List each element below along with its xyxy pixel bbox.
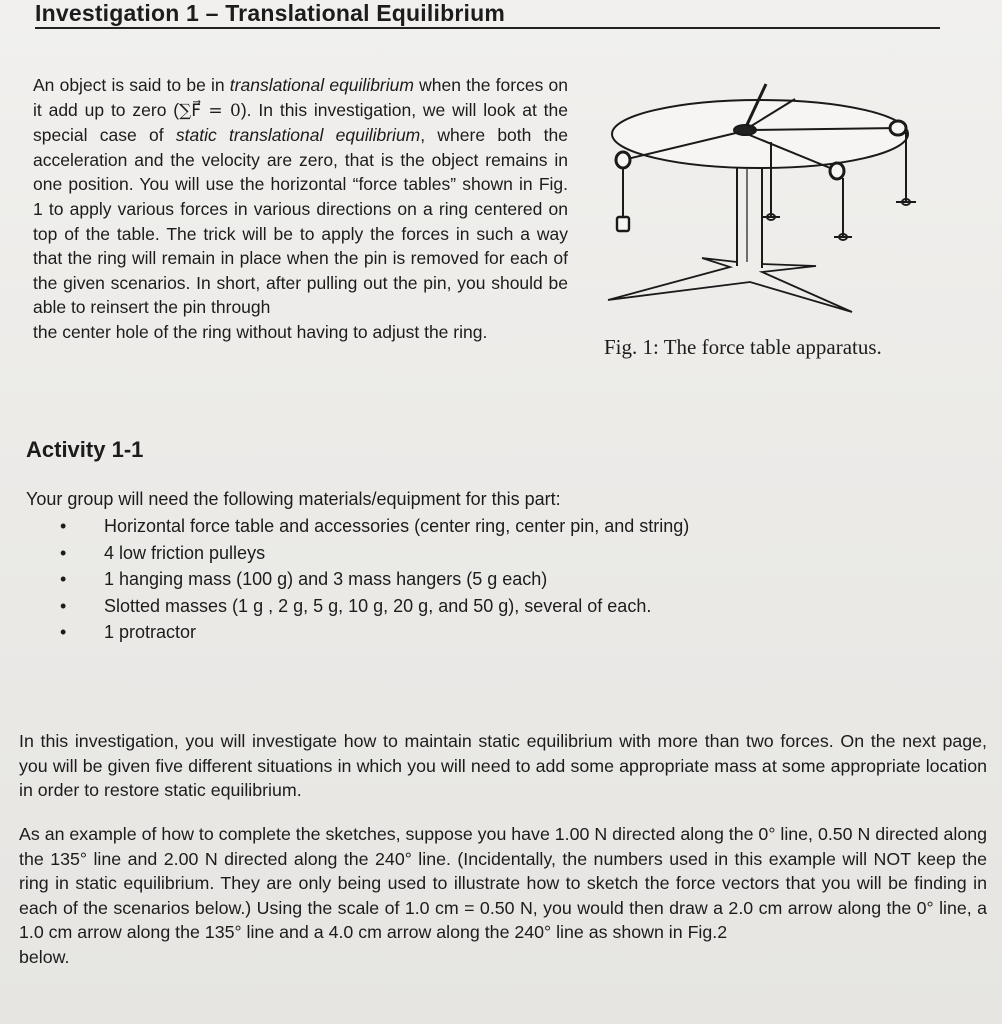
list-item: • Slotted masses (1 g , 2 g, 5 g, 10 g, 20 g, and 50 g), several of each. xyxy=(60,593,689,620)
pulley-right xyxy=(890,121,906,135)
example-paragraph-end: below. xyxy=(19,946,70,967)
intro-text-d: ). In this investigation, we will look at the special case of xyxy=(33,99,568,146)
force-table-figure xyxy=(590,72,930,342)
section-heading: Investigation 1 – Translational Equilibrium xyxy=(35,0,505,26)
example-paragraph xyxy=(19,822,987,969)
intro-term-static: static translational equilibrium xyxy=(175,125,421,146)
intro-text-c: when the forces on it add up to zero ( xyxy=(33,75,568,120)
list-item: • 1 hanging mass (100 g) and 3 mass hangers (5 g each) xyxy=(60,566,689,593)
heading-underline xyxy=(35,27,940,29)
list-item: • Horizontal force table and accessories (center ring, center pin, and string) xyxy=(60,513,689,540)
materials-intro: Your group will need the following materials/equipment for this part: xyxy=(26,489,561,509)
list-item: • 1 protractor xyxy=(60,619,689,646)
pulley-front xyxy=(830,163,844,179)
figure-caption: Fig. 1: The force table apparatus. xyxy=(604,335,882,359)
investigation-paragraph: In this investigation, you will investigate how to maintain static equilibrium with more than two forces. On the next page, you will be given five different situations in which you will need to add some appropriate mass at some appropriate location in order to restore static equilibrium. xyxy=(19,731,987,800)
pulley-left xyxy=(616,152,630,168)
intro-last-line: the center hole of the ring without having to adjust the ring. xyxy=(33,321,488,342)
table-top xyxy=(612,100,908,168)
list-item: • 4 low friction pulleys xyxy=(60,540,689,567)
mass-left xyxy=(617,217,629,231)
example-paragraph-text: As an example of how to complete the sketches, suppose you have 1.00 N directed along the 0° line, 0.50 N directed along the 135° line and 2.00 N directed along the 240° line. (Incidentally, the numbers used in this example will NOT keep the ring in static equilibrium. They are only being used to illustrate how to sketch the force vectors that you will be finding in each of the scenarios below.) Using the scale of 1.0 cm = 0.50 N, you would then draw a 2.0 cm arrow along the 0° line, a 1.0 cm arrow along the 135° line and a 4.0 cm arrow along the 240° line as shown in Fig.2 xyxy=(19,824,987,942)
table-base xyxy=(608,258,852,312)
activity-title: Activity 1-1 xyxy=(26,437,144,462)
materials-list xyxy=(60,513,689,646)
intro-term-translational: translational equilibrium xyxy=(229,75,414,95)
intro-paragraph xyxy=(33,73,568,345)
intro-text-f: , where both the acceleration and the velocity are zero, that is the object remains in one position. You will use the horizontal “force tables” shown in Fig. 1 to apply various forces in various directions on a ring centered on top of the table. The trick will be to apply the forces in such a way that the ring will remain in place when the pin is removed for each of the given scenarios. In short, after pulling out the pin, you should be able to reinsert the pin through xyxy=(33,125,568,318)
intro-text-a: An object is said to be in xyxy=(33,75,225,95)
equilibrium-equation: ∑F⃗ = 0 xyxy=(179,100,241,121)
